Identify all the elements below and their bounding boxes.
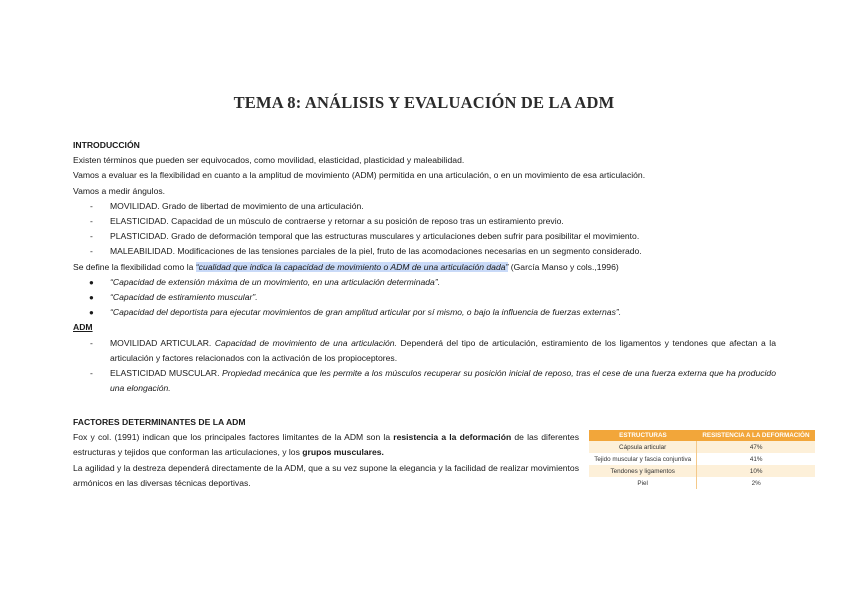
intro-heading: INTRODUCCIÓN [73, 140, 140, 150]
list-item: - MOVILIDAD ARTICULAR. Capacidad de movimiento de una articulación. Dependerá del tipo de articulación, estiramiento de los ligamentos y tendones que afectan a la articulación y factores relacionados con la activación de los propioceptores. [90, 337, 776, 363]
table-header-row [589, 430, 815, 441]
intro-paragraph-2: Vamos a evaluar es la flexibilidad en cuanto a la amplitud de movimiento (ADM) permitida en una articulación, o en un movimiento de esa articulación. [73, 170, 646, 181]
list-item: - ELASTICIDAD. Capacidad de un músculo de contraerse y retornar a su posición de reposo tras un estiramiento previo. [90, 216, 564, 227]
intro-section [73, 138, 776, 396]
highlighted-quote: “cualidad que indica la capacidad de movimiento o ADM de una articulación dada” [195, 261, 509, 272]
adm-list [73, 336, 776, 397]
resistance-table [589, 430, 815, 489]
list-item: ● “Capacidad de estiramiento muscular”. [89, 292, 258, 303]
table-header-resistencia: RESISTENCIA A LA DEFORMACIÓN [697, 430, 815, 441]
page-title: TEMA 8: ANÁLISIS Y EVALUACIÓN DE LA ADM [233, 93, 615, 112]
list-item: ● “Capacidad del deportista para ejecutar movimientos de gran amplitud articular por sí mismo, o bajo la influencia de fuerzas externas”. [89, 307, 622, 318]
list-item: ● “Capacidad de extensión máxima de un movimiento, en una articulación determinada”. [89, 276, 441, 287]
factores-section [73, 415, 579, 491]
intro-paragraph-3: Vamos a medir ángulos. [73, 185, 166, 196]
list-item: - ELASTICIDAD MUSCULAR. Propiedad mecánica que les permite a los músculos recuperar su posición inicial de reposo, tras el cese de una fuerza externa que ha producido una elongación. [90, 368, 776, 394]
table-row: Tejido muscular y fascia conjuntiva 41% [589, 453, 815, 465]
table-row: Piel 2% [589, 477, 815, 489]
factores-paragraph-1: Fox y col. (1991) indican que los principales factores limitantes de la ADM son la resistencia a la deformación de las diferentes estructuras y tejidos que conforman las articulaciones, y los grupos musculares. [73, 432, 579, 458]
list-item: - MALEABILIDAD. Modificaciones de las tensiones parciales de la piel, fruto de las acomodaciones necesarias en un segmento considerado. [90, 246, 642, 257]
terms-list [73, 199, 776, 260]
table-header-estructuras: ESTRUCTURAS [589, 430, 697, 441]
list-item: - PLASTICIDAD. Grado de deformación temporal que las estructuras musculares y articulaciones deben sufrir para posibilitar el movimiento. [90, 231, 640, 242]
factores-paragraph-2: La agilidad y la destreza dependerá directamente de la ADM, que a su vez supone la elegancia y la facilidad de realizar movimientos armónicos en las diversas técnicas deportivas. [73, 462, 579, 488]
flexibility-definition: Se define la flexibilidad como la “cualidad que indica la capacidad de movimiento o ADM de una articulación dada” (García Manso y cols.,1996) [73, 261, 619, 272]
table-row: Tendones y ligamentos 10% [589, 465, 815, 477]
factores-heading: FACTORES DETERMINANTES DE LA ADM [73, 417, 246, 427]
list-item: - MOVILIDAD. Grado de libertad de movimiento de una articulación. [90, 200, 364, 211]
adm-heading: ADM [73, 322, 93, 333]
quotes-list [73, 275, 776, 321]
intro-paragraph-1: Existen términos que pueden ser equivocados, como movilidad, elasticidad, plasticidad y maleabilidad. [73, 155, 465, 166]
table-row: Cápsula articular 47% [589, 441, 815, 453]
